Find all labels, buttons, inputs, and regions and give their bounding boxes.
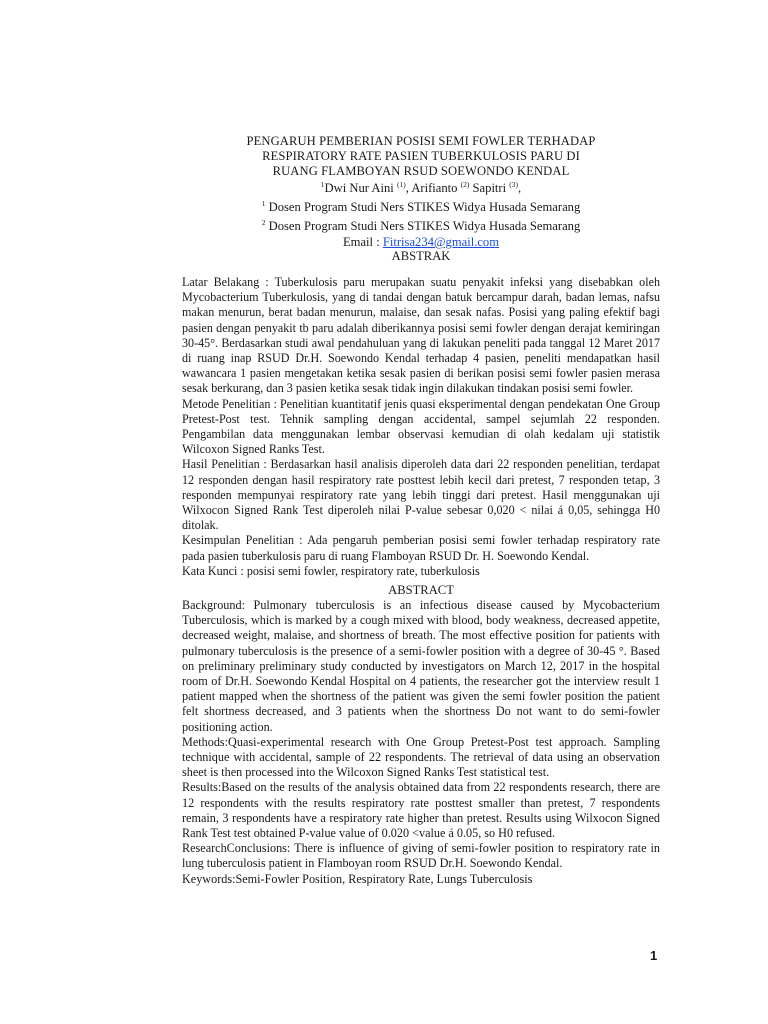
title-line: PENGARUH PEMBERIAN POSISI SEMI FOWLER TERHADAP <box>246 134 596 148</box>
abstract-heading: ABSTRACT <box>388 583 454 597</box>
email-link[interactable]: Fitrisa234@gmail.com <box>382 235 500 249</box>
abstract-body <box>182 598 660 887</box>
abstrak-paragraph: Latar Belakang : Tuberkulosis paru merupakan suatu penyakit infeksi yang disebabkan oleh Mycobacterium Tuberkulosis, yang di tandai dengan batuk bercampur darah, badan lemas, nafsu makan menurun, berat badan menurun, malaise, dan sesak nafas. Posisi yang paling efektif bagi pasien dengan penyakit tb paru adalah diberikannya posisi semi fowler dengan derajat kemiringan 30-45°. Berdasarkan studi awal pendahuluan yang di lakukan peneliti pada tanggal 12 Maret 2017 di ruang inap RSUD Dr.H. Soewondo Kendal terhadap 4 pasien, peneliti mendapatkan hasil wawancara 1 pasien mengetakan ketika sesak pasien di berikan posisi semi fowler pasien merasa sesak berkurang, dan 3 pasien ketika sesak tidak ingin dilakukan tindakan posisi semi fowler. <box>182 275 660 396</box>
abstract-paragraph: Results:Based on the results of the analysis obtained data from 22 respondents research, there are 12 respondents with the results respiratory rate posttest smaller than pretest, 7 respondents remain, 3 respondents have a respiratory rate higher than pretest. Results using Wilxocon Signed Rank Test test obtained P-value value of 0.020 <value á 0.05, so H0 refused. <box>182 780 660 841</box>
author-name: Dwi Nur Aini <box>324 181 394 195</box>
title-line: RESPIRATORY RATE PASIEN TUBERKULOSIS PARU DI <box>262 149 580 163</box>
keywords-en: Keywords:Semi-Fowler Position, Respiratory Rate, Lungs Tuberculosis <box>182 871 533 886</box>
title-line: RUANG FLAMBOYAN RSUD SOEWONDO KENDAL <box>272 164 570 178</box>
abstrak-paragraph: Kesimpulan Penelitian : Ada pengaruh pemberian posisi semi fowler terhadap respiratory rate pada pasien tuberkulosis paru di ruang Flamboyan RSUD Dr. H. Soewondo Kendal. <box>182 533 660 563</box>
author-names: $^1$Dwi Nur Aini $^{(1)}$, Arifianto $^{(2)}$ Sapitri $^{(3)}$, <box>320 180 522 195</box>
author-name: Arifianto <box>411 181 458 195</box>
abstrak-heading: ABSTRAK <box>391 249 451 263</box>
author-block <box>182 177 660 250</box>
email-line: Email : Fitrisa234@gmail.com <box>342 235 500 249</box>
abstract-paragraph: Background: Pulmonary tuberculosis is an infectious disease caused by Mycobacterium Tuberculosis, which is marked by a cough mixed with blood, body weakness, decreased appetite, decreased weight, malaise, and shortness of breath. The most effective position for patients with pulmonary tuberculosis is the presence of a semi-fowler position with a degree of 30-45 °. Based on preliminary preliminary study conducted by investigators on March 12, 2017 in the hospital room of Dr.H. Soewondo Kendal Hospital on 4 patients, the researcher got the interview result 1 patient mapped when the shortness of the patient was given the semi fowler position the patient felt shortness decreased, and 3 patients when the shortness Do not want to do semi-fowler positioning action. <box>182 598 660 734</box>
abstrak-body <box>182 275 660 579</box>
abstract-paragraph: Methods:Quasi-experimental research with One Group Pretest-Post test approach. Sampling technique with accidental, sample of 22 respondents. The retrieval of data using an observation sheet is then processed into the Wilcoxon Signed Ranks Test statistical test. <box>182 734 660 780</box>
affiliation: $^2$ Dosen Program Studi Ners STIKES Widya Husada Semarang <box>261 218 581 233</box>
abstrak-paragraph: Metode Penelitian : Penelitian kuantitatif jenis quasi eksperimental dengan pendekatan One Group Pretest-Post test. Tehnik sampling dengan accidental, sampel sejumlah 22 responden. Pengambilan data menggunakan lembar observasi kemudian di olah kedalam uji statistik Wilcoxon Signed Ranks Test. <box>182 396 660 457</box>
affiliation: $^1$ Dosen Program Studi Ners STIKES Widya Husada Semarang <box>261 199 581 214</box>
paper-title <box>182 134 660 179</box>
keywords-id: Kata Kunci : posisi semi fowler, respiratory rate, tuberkulosis <box>182 563 480 578</box>
page-number: 1 <box>650 948 658 963</box>
abstract-paragraph: ResearchConclusions: There is influence of giving of semi-fowler position to respiratory rate in lung tuberculosis patient in Flamboyan room RSUD Dr.H. Soewondo Kendal. <box>182 841 660 871</box>
author-name: Sapitri <box>472 181 507 195</box>
abstrak-paragraph: Hasil Penelitian : Berdasarkan hasil analisis diperoleh data dari 22 responden penelitian, terdapat 12 responden dengan hasil respiratory rate posttest lebih kecil dari pretest, 7 responden tetap, 3 responden mempunyai respiratory rate yang lebih tinggi dari pretest. Hasil menggunakan uji Wilxocon Signed Rank Test diperoleh nilai P-value sebesar 0,020 < nilai á 0,05, sehingga H0 ditolak. <box>182 457 660 533</box>
